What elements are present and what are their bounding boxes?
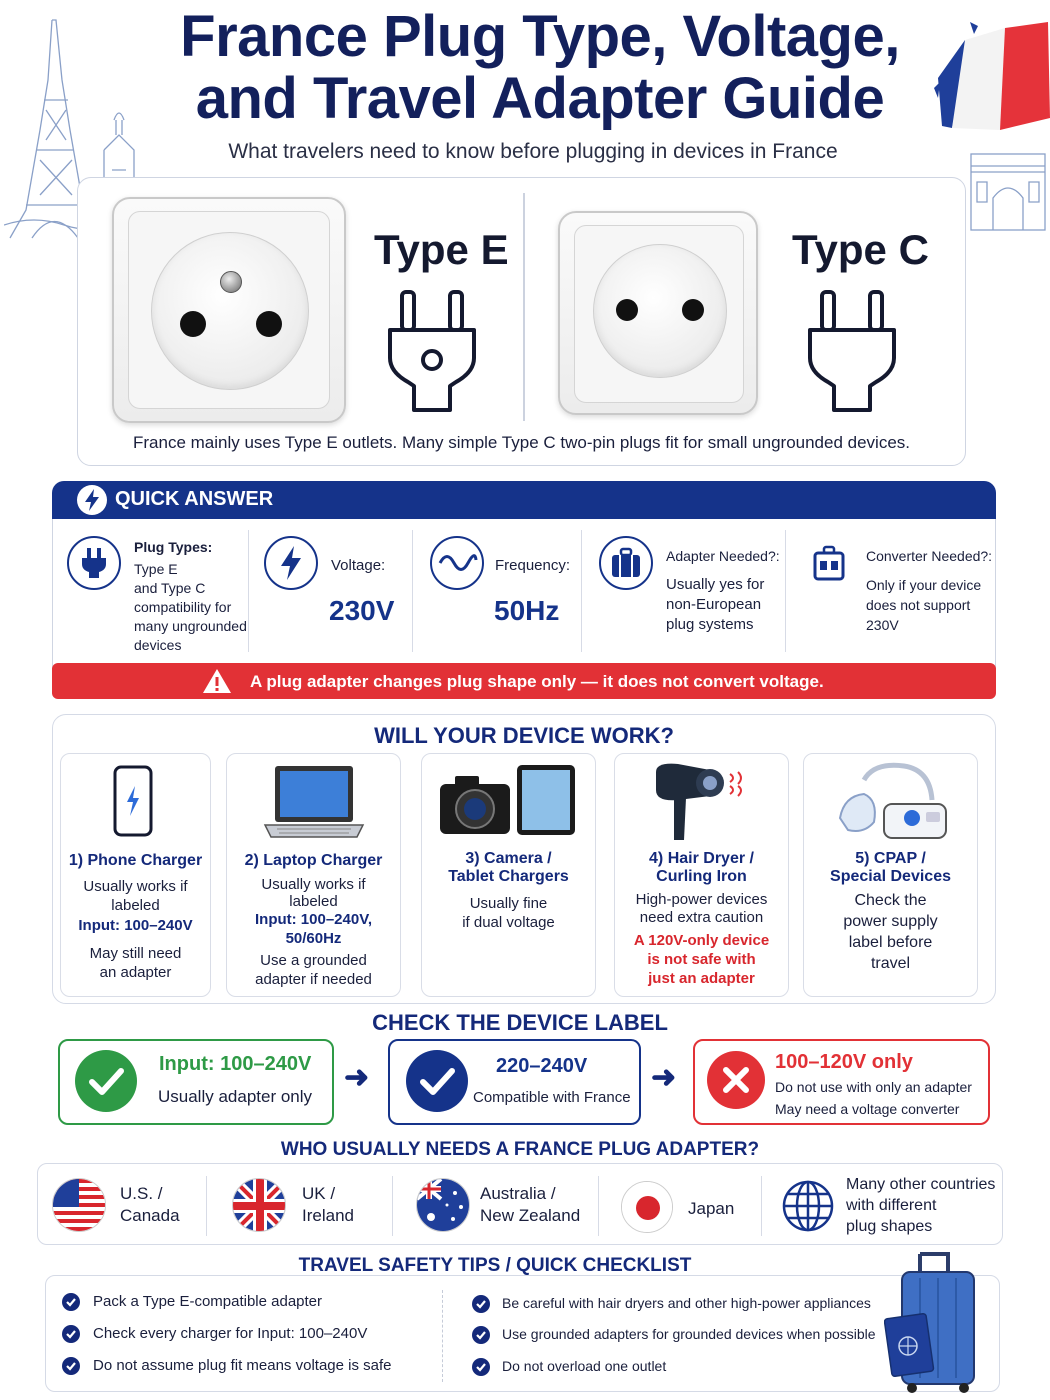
type-c-socket-image	[558, 211, 758, 415]
dryer-card-line: need extra caution	[639, 909, 764, 926]
qa-separator	[412, 530, 413, 652]
camera-tablet-icon	[437, 762, 579, 838]
who-us-line: Canada	[120, 1206, 180, 1225]
quick-answer-title: QUICK ANSWER	[115, 488, 274, 510]
adapter-needed-value	[666, 575, 764, 635]
checklist-divider	[442, 1290, 443, 1382]
converter-line: does not support	[866, 597, 971, 613]
label-incompatible-head: 100–120V only	[775, 1051, 913, 1073]
blue-check-icon	[406, 1050, 468, 1112]
check-circle-icon	[472, 1358, 490, 1376]
who-other-label	[846, 1174, 995, 1237]
checklist-item: Pack a Type E-compatible adapter	[93, 1293, 323, 1310]
cpap-card-title: 5) CPAP /	[855, 850, 926, 867]
laptop-card-title: 2) Laptop Charger	[244, 852, 383, 869]
plug-types-line: and Type C	[134, 580, 206, 596]
who-us-label	[120, 1183, 180, 1227]
phone-icon	[112, 764, 154, 838]
check-circle-icon	[472, 1295, 490, 1313]
dryer-card-warning: is not safe with	[647, 951, 756, 968]
dryer-card-title: Curling Iron	[656, 868, 747, 885]
who-au-line: New Zealand	[480, 1206, 581, 1225]
converter-line: 230V	[866, 617, 899, 633]
who-au-label	[480, 1183, 580, 1227]
cpap-machine-icon	[834, 760, 950, 842]
who-separator	[598, 1176, 599, 1236]
voltage-lightning-icon	[264, 536, 318, 590]
dryer-card-warning: A 120V-only device	[633, 932, 770, 949]
cpap-card-line: Check the	[854, 892, 927, 909]
phone-card-title: 1) Phone Charger	[68, 852, 203, 869]
checklist-item: Do not assume plug fit means voltage is safe	[93, 1357, 392, 1374]
adapter-line: non-European	[666, 596, 762, 613]
cpap-card-title: Special Devices	[830, 868, 951, 885]
page-subtitle: What travelers need to know before plugging in devices in France	[228, 140, 838, 163]
plug-types-line: Type E	[134, 561, 178, 577]
adapter-line: plug systems	[666, 616, 754, 633]
page-title	[0, 6, 1050, 130]
check-circle-icon	[62, 1325, 80, 1343]
qa-separator	[248, 530, 249, 652]
qa-separator	[581, 530, 582, 652]
plug-caption: France mainly uses Type E outlets. Many simple Type C two-pin plugs fit for small ungrounded devices.	[132, 433, 911, 452]
luggage-passport-icon	[884, 1250, 984, 1395]
who-uk-label	[302, 1183, 354, 1227]
arrow-right-icon: ➜	[344, 1061, 370, 1094]
who-separator	[761, 1176, 762, 1236]
green-check-icon	[75, 1050, 137, 1112]
who-other-line: with different	[846, 1197, 937, 1214]
plug-types-value	[134, 560, 247, 655]
phone-card-note: an adapter	[99, 964, 172, 981]
plug-icon	[67, 536, 121, 590]
cpap-card-line: travel	[870, 955, 911, 972]
converter-needed-label: Converter Needed?:	[866, 548, 993, 564]
converter-needed-value	[866, 575, 981, 635]
laptop-card-input: 50/60Hz	[285, 930, 342, 947]
camera-card-title: Tablet Chargers	[448, 868, 569, 885]
label-universal-head: Input: 100–240V	[159, 1053, 312, 1075]
checklist-item: Check every charger for Input: 100–240V	[93, 1325, 368, 1342]
australia-flag-icon	[416, 1178, 470, 1232]
laptop-card-line: labeled	[289, 893, 338, 910]
plug-types-line: compatibility for	[134, 599, 232, 615]
plug-types-label: Plug Types:	[134, 539, 213, 555]
plug-types-line: devices	[134, 637, 182, 653]
label-compatible-head: 220–240V	[496, 1055, 588, 1077]
sine-wave-icon	[430, 536, 484, 590]
phone-card-line: labeled	[111, 897, 160, 914]
laptop-card-line: Usually works if	[261, 876, 366, 893]
phone-card-note: May still need	[89, 945, 182, 962]
dryer-card-title: 4) Hair Dryer /	[649, 850, 754, 867]
phone-card-input: Input: 100–240V	[78, 917, 193, 934]
who-other-line: Many other countries	[846, 1176, 996, 1193]
adapter-line: Usually yes for	[666, 576, 765, 593]
who-section-title: WHO USUALLY NEEDS A FRANCE PLUG ADAPTER?	[280, 1139, 760, 1160]
type-e-label: Type E	[374, 226, 509, 273]
qa-separator	[785, 530, 786, 652]
camera-card-line: Usually fine	[469, 895, 548, 912]
check-circle-icon	[62, 1357, 80, 1375]
cpap-card-line: power supply	[843, 913, 938, 930]
title-line-1: France Plug Type, Voltage,	[180, 4, 900, 69]
laptop-card-input: Input: 100–240V,	[254, 911, 372, 928]
checklist-item: Use grounded adapters for grounded devices when possible	[502, 1326, 876, 1342]
label-incompatible-sub: Do not use with only an adapter	[775, 1079, 972, 1095]
label-compatible-sub: Compatible with France	[473, 1089, 631, 1106]
globe-icon	[781, 1179, 835, 1233]
japan-flag-icon	[621, 1181, 673, 1233]
arrow-right-icon: ➜	[651, 1061, 677, 1094]
lightning-icon	[77, 485, 107, 515]
plug-types-line: many ungrounded	[134, 618, 247, 634]
dryer-card-warning: just an adapter	[648, 970, 755, 987]
phone-card-line: Usually works if	[83, 878, 188, 895]
who-japan-label: Japan	[688, 1199, 735, 1218]
label-incompatible-sub: May need a voltage converter	[775, 1101, 960, 1117]
who-other-line: plug shapes	[846, 1218, 933, 1235]
laptop-card-note: Use a grounded	[260, 952, 367, 969]
who-uk-line: Ireland	[302, 1206, 354, 1225]
camera-card-title: 3) Camera /	[465, 850, 552, 867]
type-e-plug-icon	[384, 288, 480, 414]
converter-line: Only if your device	[866, 577, 982, 593]
type-e-socket-image	[112, 197, 346, 423]
frequency-value: 50Hz	[494, 595, 560, 626]
who-us-line: U.S. /	[120, 1184, 163, 1203]
laptop-card-note: adapter if needed	[255, 971, 372, 988]
uk-flag-icon	[232, 1178, 286, 1232]
label-section-title: CHECK THE DEVICE LABEL	[372, 1010, 668, 1035]
checklist-item: Be careful with hair dryers and other high-power appliances	[502, 1295, 871, 1311]
us-flag-icon	[52, 1178, 106, 1232]
plug-divider	[523, 193, 525, 421]
who-uk-line: UK /	[302, 1184, 336, 1203]
warning-triangle-icon	[201, 667, 233, 695]
warning-text: A plug adapter changes plug shape only — it does not convert voltage.	[250, 672, 824, 691]
checklist-item: Do not overload one outlet	[502, 1358, 667, 1374]
type-c-plug-icon	[804, 288, 900, 414]
red-x-icon	[707, 1051, 765, 1109]
check-circle-icon	[472, 1326, 490, 1344]
who-au-line: Australia /	[480, 1184, 556, 1203]
checklist-section-title: TRAVEL SAFETY TIPS / QUICK CHECKLIST	[298, 1255, 692, 1276]
camera-card-line: if dual voltage	[462, 914, 555, 931]
type-c-label: Type C	[792, 226, 929, 273]
cpap-card-line: label before	[848, 934, 933, 951]
laptop-icon	[263, 763, 365, 839]
adapter-needed-label: Adapter Needed?:	[666, 548, 780, 564]
frequency-label: Frequency:	[495, 557, 571, 574]
converter-icon	[802, 537, 856, 591]
title-line-2: and Travel Adapter Guide	[195, 66, 885, 131]
dryer-card-line: High-power devices	[635, 891, 768, 908]
label-universal-sub: Usually adapter only	[158, 1087, 313, 1106]
suitcase-icon	[599, 536, 653, 590]
who-separator	[206, 1176, 207, 1236]
voltage-label: Voltage:	[331, 557, 386, 574]
voltage-value: 230V	[329, 595, 395, 626]
hair-dryer-icon	[650, 760, 756, 842]
check-circle-icon	[62, 1293, 80, 1311]
who-separator	[392, 1176, 393, 1236]
device-section-title: WILL YOUR DEVICE WORK?	[374, 723, 674, 748]
